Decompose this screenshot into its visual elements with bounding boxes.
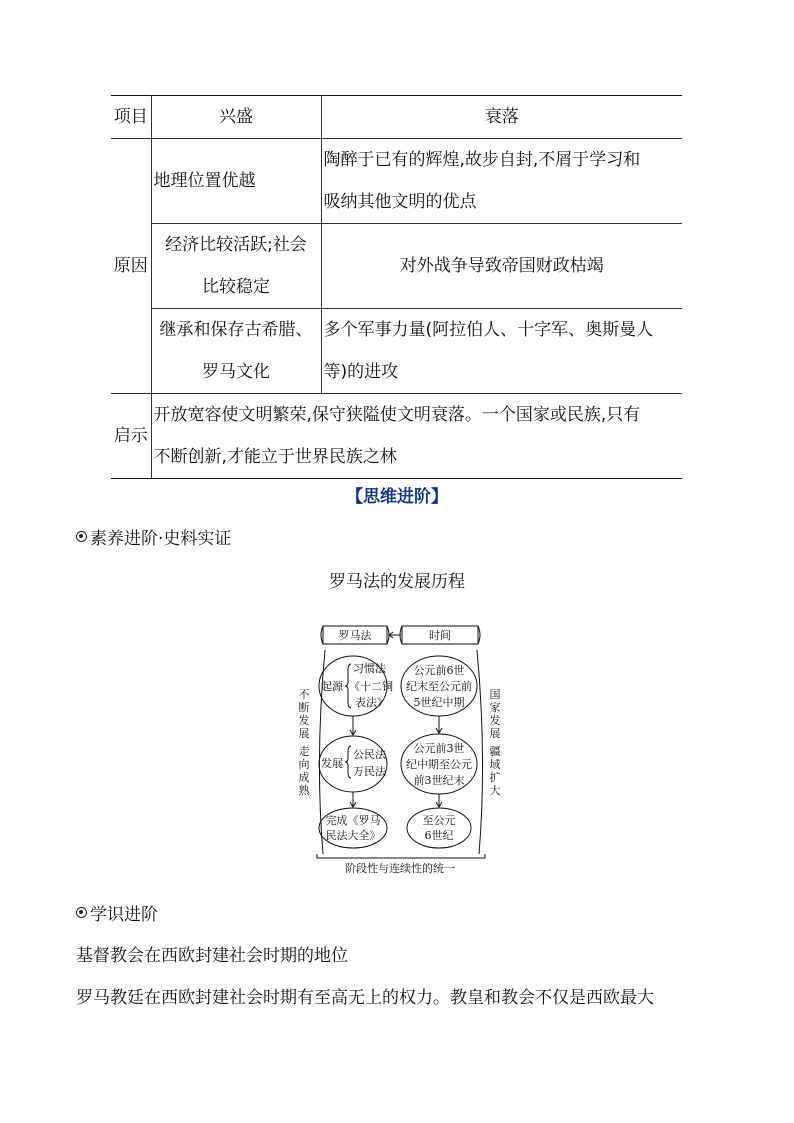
side-char: 国 (489, 688, 501, 701)
time3-line: 6世纪 (424, 829, 454, 842)
develop-item: 万民法 (353, 765, 386, 778)
side-char: 向 (298, 758, 310, 771)
reason-label: 原因 (111, 139, 151, 394)
side-char: 熟 (298, 784, 310, 797)
time2-line: 前3世纪末 (413, 774, 465, 787)
circle-bullet-icon (76, 531, 87, 542)
side-char: 展 (489, 727, 501, 740)
bullet-text: 学识进阶 (90, 905, 158, 925)
origin-label: 起源 (321, 680, 343, 693)
time3-line: 至公元 (422, 814, 456, 827)
origin-item: 习惯法 (353, 662, 386, 675)
cell-enlightenment (151, 394, 682, 479)
side-char: 展 (298, 727, 310, 740)
table-row (111, 224, 682, 309)
cell-rise (151, 224, 321, 309)
side-char: 断 (298, 701, 310, 714)
left-scroll-label: 罗马法 (338, 629, 372, 642)
line: 罗马文化 (202, 362, 270, 382)
header-item: 项目 (111, 96, 151, 139)
table-header-row (111, 96, 682, 139)
side-char: 成 (298, 771, 310, 784)
comparison-table (111, 95, 682, 479)
time2-line: 公元前3世 (413, 742, 465, 755)
side-char: 大 (489, 784, 501, 797)
cell-decline: 对外战争导致帝国财政枯竭 (321, 224, 682, 309)
paragraph: 罗马教廷在西欧封建社会时期有至高无上的权力。教皇和教会不仅是西欧最大 (76, 988, 654, 1008)
complete-line: 民法大全》 (325, 829, 381, 842)
line: 比较稳定 (202, 277, 270, 297)
line: 多个军事力量(阿拉伯人、十字军、奥斯曼人 (323, 320, 654, 340)
side-char: 疆 (489, 745, 501, 758)
cell-decline (321, 309, 682, 394)
diagram-title: 罗马法的发展历程 (329, 572, 465, 592)
arrow-down-icon (350, 716, 356, 735)
develop-item: 公民法 (353, 748, 386, 761)
time1-line: 5世纪中期 (413, 696, 465, 709)
origin-item: 表法》 (355, 696, 388, 709)
time1-line: 公元前6世 (413, 664, 465, 677)
bullet-heading (76, 900, 158, 925)
arrow-down-icon (436, 716, 442, 733)
line: 继承和保存古希腊、 (159, 320, 313, 340)
side-char: 不 (298, 688, 310, 701)
enlightenment-label: 启示 (111, 394, 151, 479)
arrow-down-icon (436, 794, 442, 807)
side-char: 域 (489, 758, 501, 771)
line: 吸纳其他文明的优点 (323, 192, 477, 212)
develop-label: 发展 (321, 757, 343, 770)
diagram-bottom-label: 阶段性与连续性的统一 (345, 862, 455, 875)
line: 等)的进攻 (323, 362, 399, 382)
cell-rise: 地理位置优越 (151, 139, 321, 224)
paragraph: 基督教会在西欧封建社会时期的地位 (76, 946, 348, 966)
circle-bullet-icon (76, 907, 87, 918)
header-rise: 兴盛 (151, 96, 321, 139)
bullet-heading (76, 524, 231, 549)
table-row (111, 139, 682, 224)
line: 开放宽容使文明繁荣,保守狭隘使文明衰落。一个国家或民族,只有 (153, 405, 641, 425)
time2-line: 纪中期至公元 (406, 758, 472, 771)
side-char: 家 (489, 701, 501, 714)
roman-law-diagram (295, 618, 505, 878)
right-bracket (477, 650, 483, 854)
scroll-arrow-icon (389, 632, 401, 638)
side-char: 发 (489, 714, 501, 727)
header-decline: 衰落 (321, 96, 682, 139)
origin-item: 《十二铜 (349, 680, 393, 693)
cell-decline (321, 139, 682, 224)
section-title: 【思维进阶】 (346, 487, 448, 507)
right-scroll-label: 时间 (429, 629, 451, 642)
arrow-down-icon (350, 792, 356, 807)
develop-brace (345, 746, 351, 778)
complete-line: 完成《罗马 (325, 814, 381, 827)
side-char: 扩 (489, 771, 501, 784)
line: 陶醉于已有的辉煌,故步自封,不屑于学习和 (323, 150, 641, 170)
cell-rise (151, 309, 321, 394)
line: 经济比较活跃;社会 (165, 235, 307, 255)
bullet-text: 素养进阶·史料实证 (90, 529, 232, 549)
table-row (111, 394, 682, 479)
side-char: 走 (298, 745, 310, 758)
time1-line: 纪末至公元前 (406, 680, 472, 693)
side-char: 发 (298, 714, 310, 727)
line: 不断创新,才能立于世界民族之林 (153, 447, 397, 467)
table-row (111, 309, 682, 394)
bottom-bracket (317, 854, 485, 858)
